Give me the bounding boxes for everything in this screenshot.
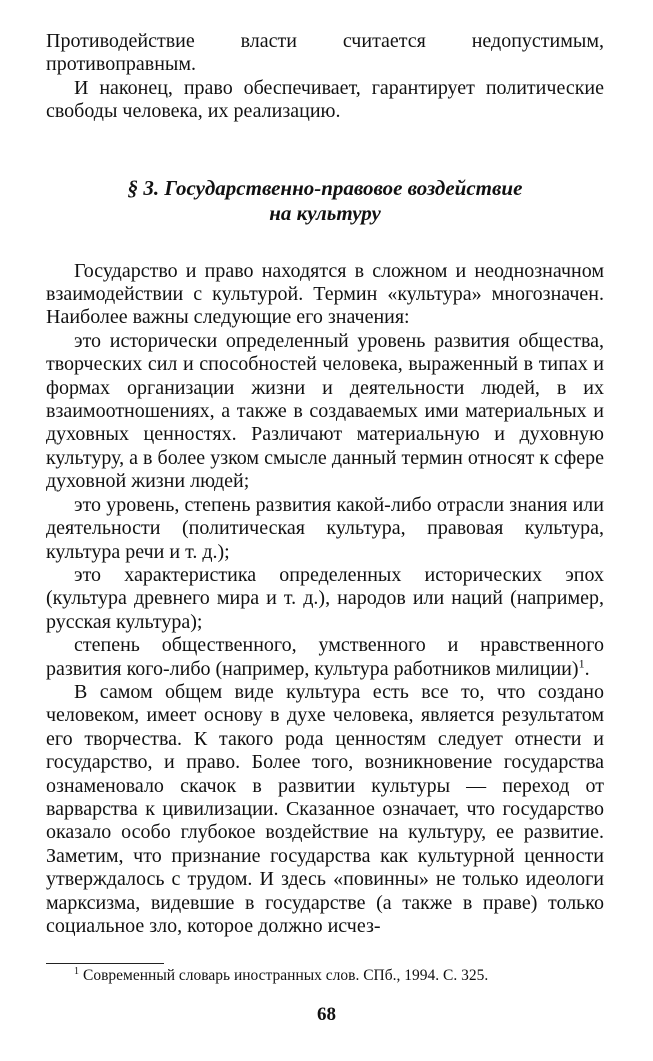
paragraph-intro: Государство и право находятся в сложном и неоднозначном взаимодействии с культурой. Термин «культура» многозначен. Наиболее важны следующие его значения: [46,259,604,329]
footnote [74,966,604,986]
paragraph-culture-general: В самом общем виде культура есть все то, что создано человеком, имеет основу в духе человека, является результатом его творчества. К такого рода ценностям следует отнести и государство, и право. Более того, возникновение государства ознаменовало скачок в развитии культуры — переход от варварства к цивилизации. Сказанное означает, что государство оказало особо глубокое воздействие на культуру, ее развитие. Заметим, что признание государства как культурной ценности утверждалось с трудом. И здесь «повинны» не только идеологи марксизма, видевшие в государстве (а также в праве) только социальное зло, которое должно исчез- [46,680,604,937]
paragraph-meaning-1: это исторически определенный уровень развития общества, творческих сил и способностей человека, выраженный в типах и формах организации жизни и деятельности людей, в их взаимоотношениях, а также в создаваемых ими материальных и духовных ценностях. Различают материальную и духовную культуру, а в более узком смысле данный термин относят к сфере духовной жизни людей; [46,329,604,493]
paragraph-meaning-3: это характеристика определенных исторических эпох (культура древнего мира и т. д.), народов или наций (например, русская культура); [46,563,604,633]
footnote-divider [46,963,164,964]
page-body [46,30,604,938]
section-heading [46,176,604,226]
section-heading-line-1: § 3. Государственно-правовое воздействие [127,175,523,200]
page-number: 68 [317,1004,336,1025]
section-heading-line-2: на культуру [269,200,381,225]
footnote-marker: 1 [74,965,79,977]
paragraph-top-1: Противодействие власти считается недопустимым, противоправным. [46,30,604,76]
paragraph-meaning-2: это уровень, степень развития какой-либо отрасли знания или деятельности (политическая культура, правовая культура, культура речи и т. д.); [46,493,604,563]
paragraph-meaning-4-text: степень общественного, умственного и нравственного развития кого-либо (например, культура работников милиции) [46,634,604,680]
footnote-text: Современный словарь иностранных слов. СПб., 1994. С. 325. [83,967,489,984]
paragraph-meaning-4 [46,634,604,681]
paragraph-meaning-4-end: . [584,657,590,680]
section-body [46,260,604,939]
paragraph-top-2: И наконец, право обеспечивает, гарантирует политические свободы человека, их реализацию. [46,76,604,123]
footnote-reference[interactable]: 1 [578,655,585,670]
